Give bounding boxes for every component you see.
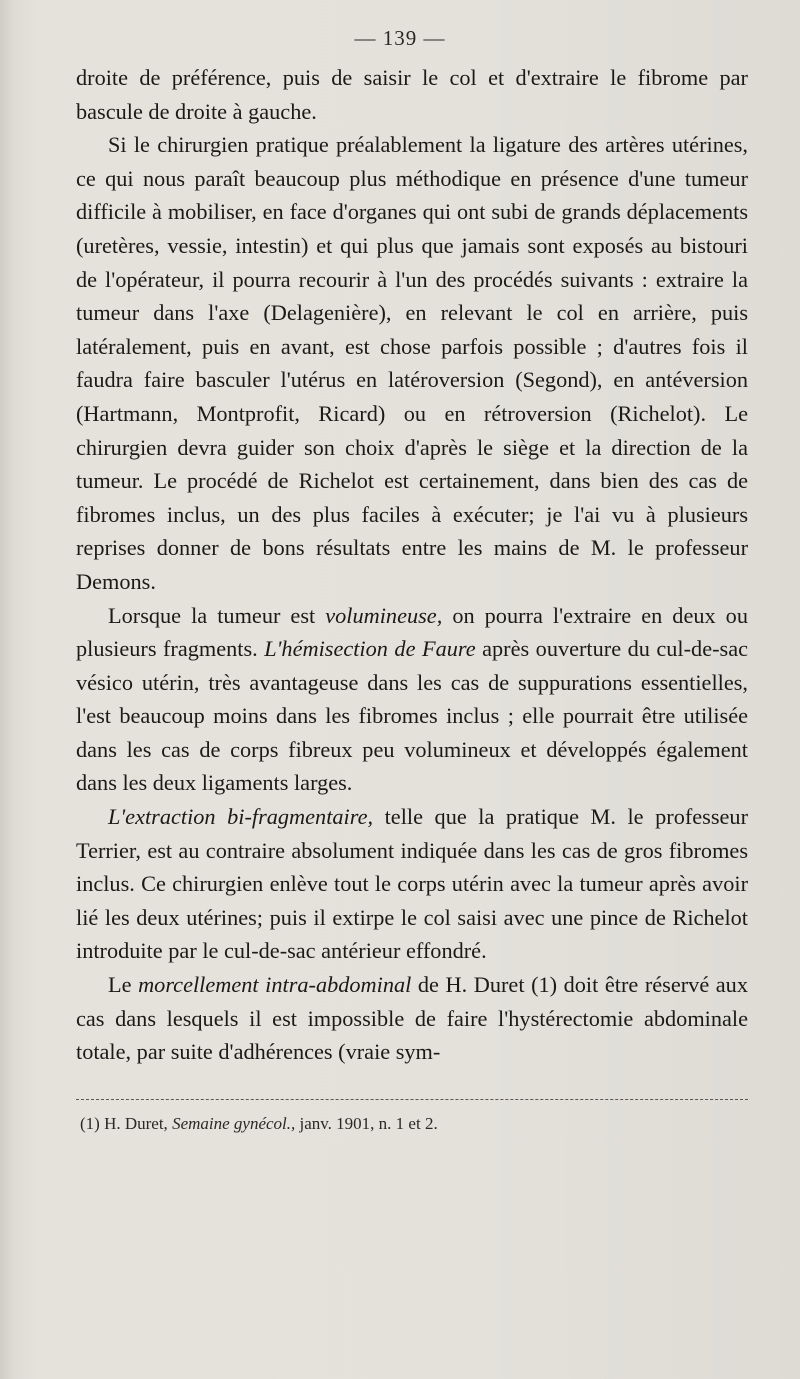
paragraph-3-text-c: après ouverture du cul-de-sac vésico utérin, très avantageuse dans les cas de suppurations essentielles, l'est beaucoup moins dans les fibromes inclus ; elle pourrait être utilisée dans les cas de corps fibreux peu volumineux et développés également dans les deux ligaments larges. [76, 636, 748, 796]
paragraph-3-emphasis-b: L'hémisection de Faure [264, 636, 476, 662]
paragraph-3-text-a: Lorsque la tumeur est [108, 602, 326, 628]
paragraph-5-emphasis: morcellement intra-abdominal [138, 972, 412, 998]
footnote [80, 1114, 748, 1134]
paragraph-4-emphasis: L'extraction bi-fragmentaire, [108, 804, 374, 830]
paragraph-3-emphasis-a: volumineuse, [325, 602, 443, 628]
footnote-separator [76, 1099, 748, 1100]
footnote-text-a: (1) H. Duret, [80, 1114, 173, 1133]
footnote-text-b: janv. 1901, n. 1 et 2. [295, 1114, 438, 1133]
footnote-emphasis: Semaine gynécol., [172, 1114, 296, 1133]
paragraph-1: droite de préférence, puis de saisir le col et d'extraire le fibrome par bascule de droite à gauche. [76, 65, 748, 124]
page-number-header: — 139 — [354, 26, 446, 50]
paragraph-5 [76, 968, 748, 1069]
paragraph-4-text: telle que la pratique M. le professeur Terrier, est au contraire absolument indiquée dans les cas de gros fibromes inclus. Ce chirurgien enlève tout le corps utérin avec la tumeur après avoir lié les deux utérines; puis il extirpe le col saisi avec une pince de Richelot introduite par le cul-de-sac antérieur effondré. [76, 804, 748, 964]
paragraph-5-text-a: Le [108, 972, 139, 998]
paragraph-4 [76, 800, 748, 968]
paragraph-5-text-b: de H. Duret (1) doit être réservé aux cas dans lesquels il est impossible de faire l'hystérectomie abdominale totale, par suite d'adhérences (vraie sym- [76, 972, 748, 1065]
paragraph-3-text-b: on pourra l'extraire en deux ou plusieurs fragments. [76, 602, 748, 662]
body-text [76, 61, 748, 1069]
paragraph-3 [76, 599, 748, 801]
paragraph-2: Si le chirurgien pratique préalablement la ligature des artères utérines, ce qui nous paraît beaucoup plus méthodique en présence d'une tumeur difficile à mobiliser, en face d'organes qui ont subi de grands déplacements (uretères, vessie, intestin) et qui plus que jamais sont exposés au bistouri de l'opérateur, il pourra recourir à l'un des procédés suivants : extraire la tumeur dans l'axe (Delagenière), en relevant le col en arrière, puis latéralement, puis en avant, est chose parfois possible ; d'autres fois il faudra faire basculer l'utérus en latéroversion (Segond), en antéversion (Hartmann, Montprofit, Ricard) ou en rétroversion (Richelot). Le chirurgien devra guider son choix d'après le siège et la direction de la tumeur. Le procédé de Richelot est certainement, dans bien des cas de fibromes inclus, un des plus faciles à exécuter; je l'ai vu à plusieurs reprises donner de bons résultats entre les mains de M. le professeur Demons. [76, 132, 748, 594]
